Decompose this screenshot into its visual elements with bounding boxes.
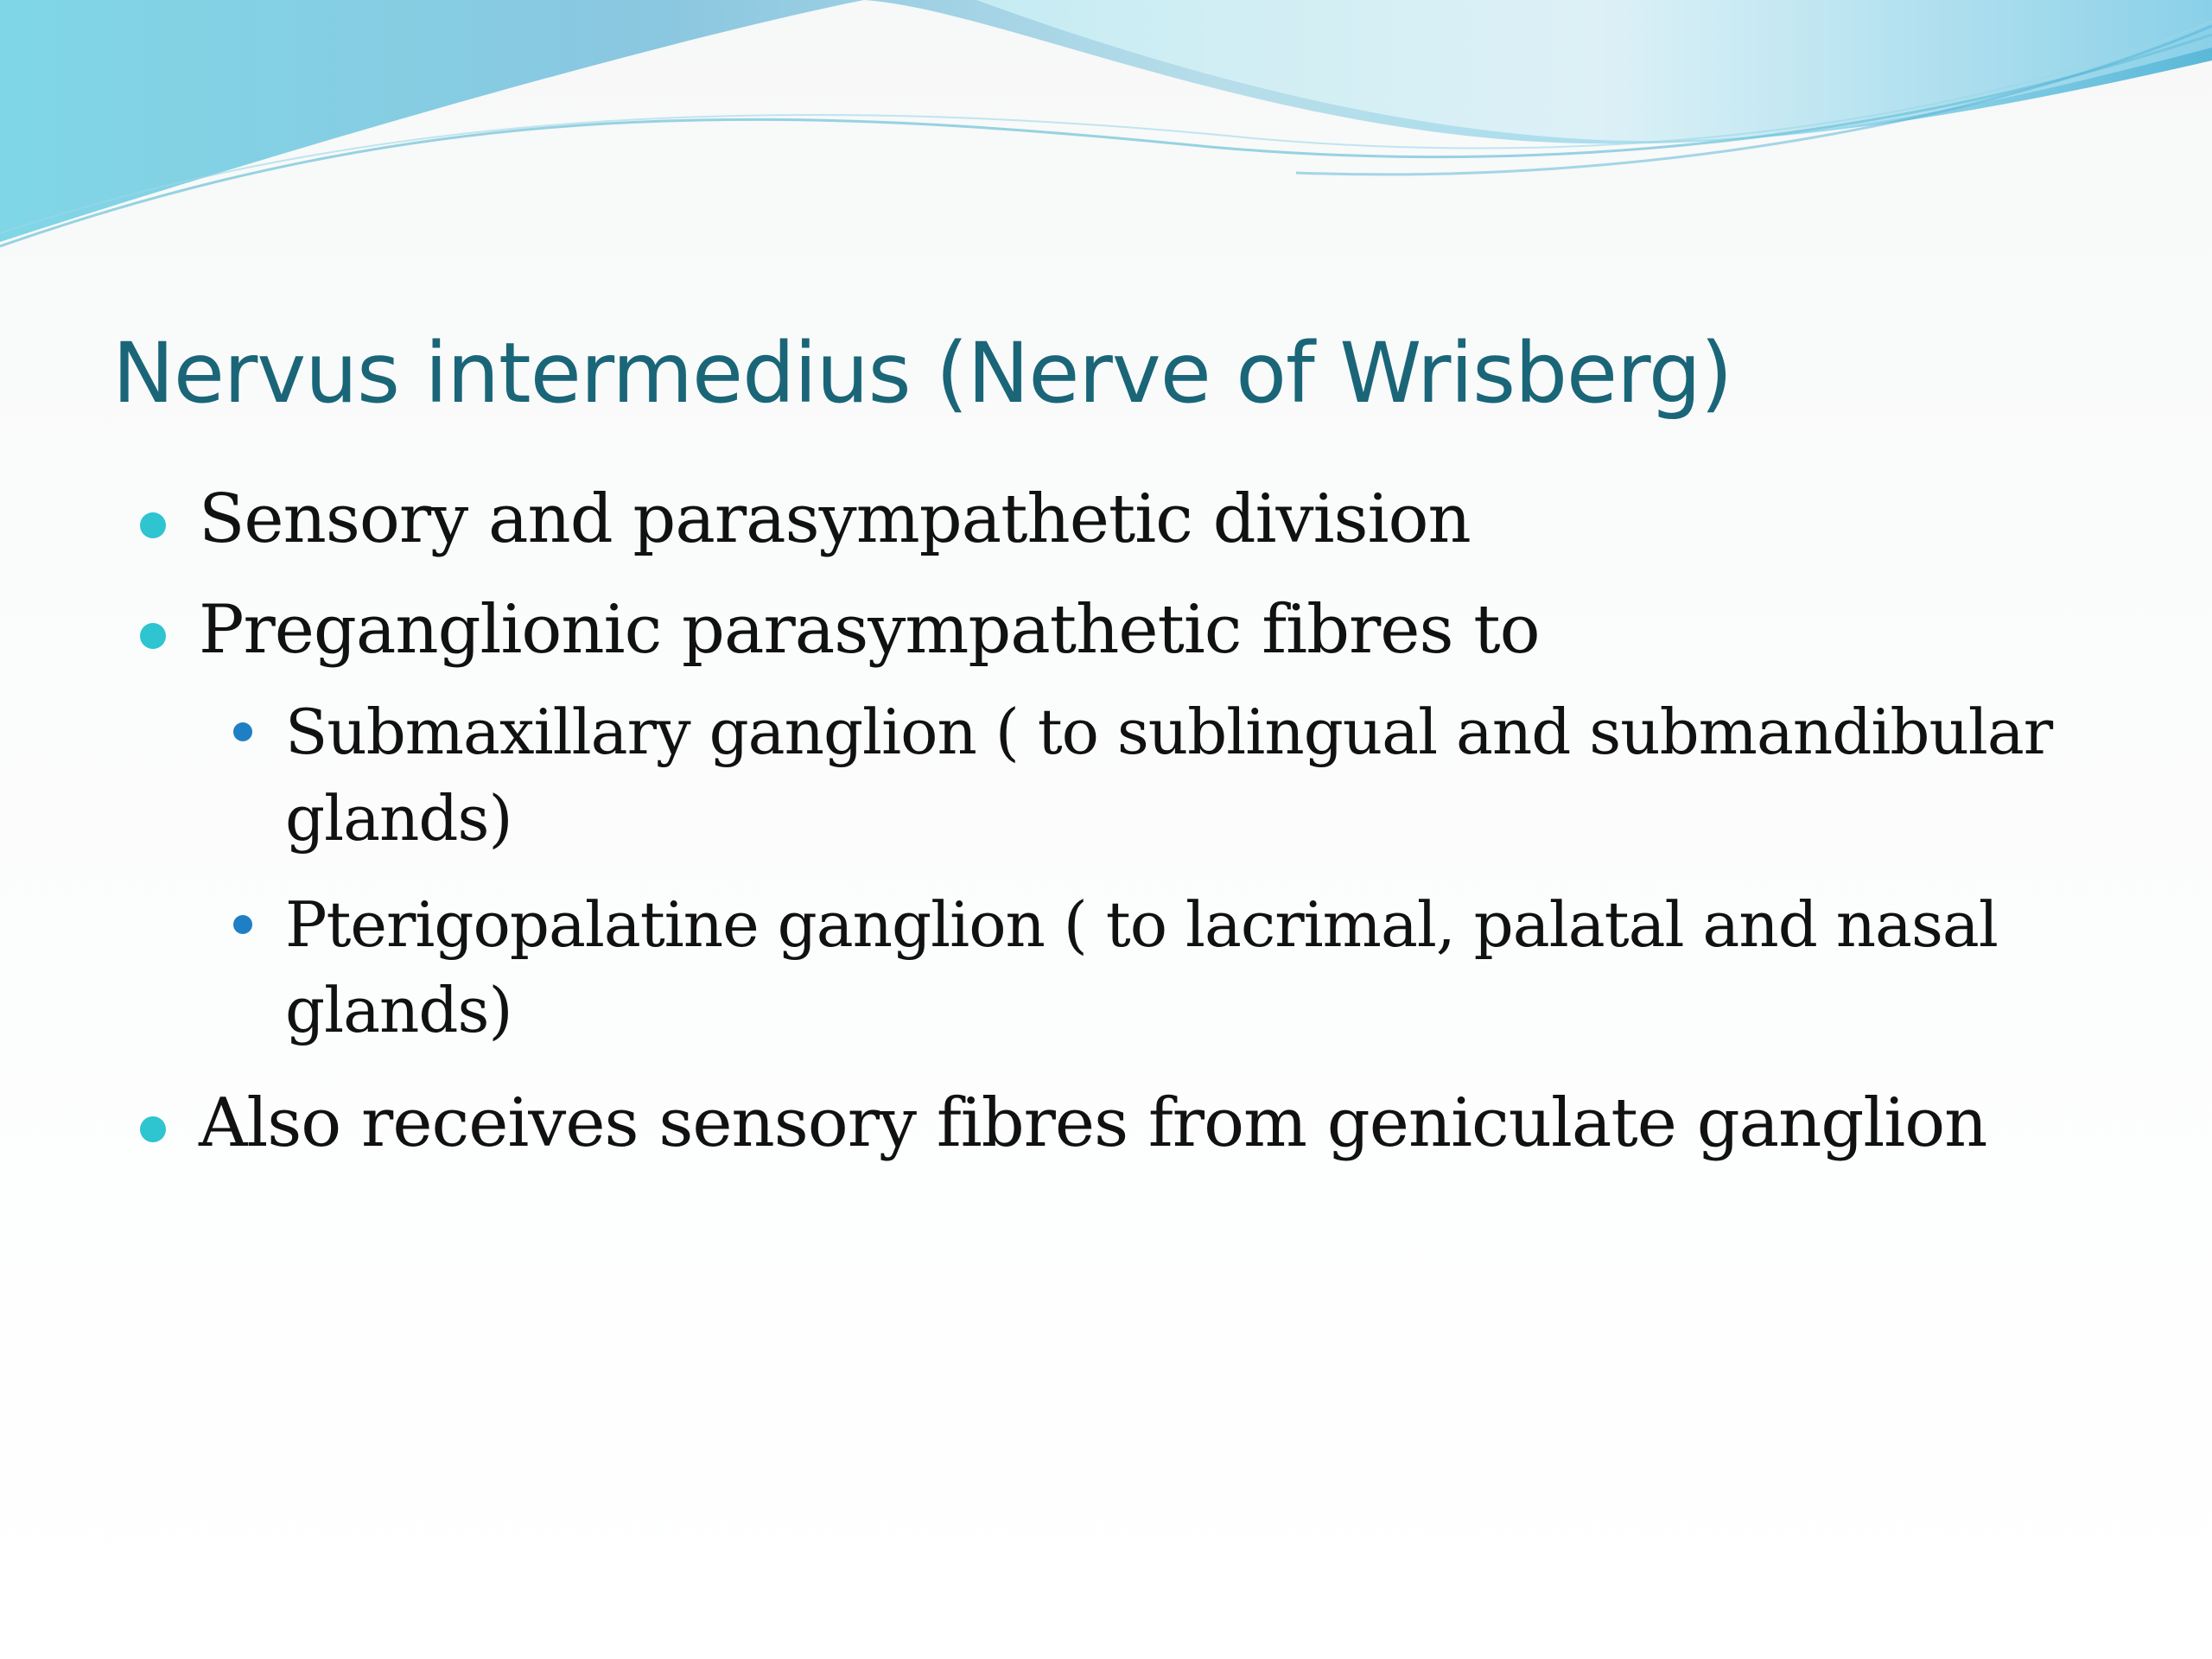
sub-bullet-dot-icon: [233, 915, 252, 934]
sub-list-item: [226, 690, 2126, 861]
bullet-dot-icon: [140, 1116, 166, 1142]
list-item: [138, 480, 2126, 561]
sub-bullet-dot-icon: [233, 722, 252, 741]
list-item: [138, 590, 2126, 1054]
slide-title: Nervus intermedius (Nerve of Wrisberg): [112, 325, 1732, 422]
sub-list-item-text: Pterigopalatine ganglion ( to lacrimal, palatal and nasal glands): [285, 887, 1998, 1047]
list-item-text: Also receives sensory fibres from geniculate ganglion: [199, 1084, 1987, 1162]
sub-list-item: [226, 882, 2126, 1054]
list-item-text: Sensory and parasympathetic division: [199, 480, 1471, 558]
sub-list-item-text: Submaxillary ganglion ( to sublingual and submandibular glands): [285, 696, 2053, 855]
list-item-text: Preganglionic parasympathetic fibres to: [199, 590, 1540, 669]
bullet-dot-icon: [140, 623, 166, 649]
list-item: [138, 1084, 2126, 1165]
bullet-dot-icon: [140, 512, 166, 538]
slide-content: [138, 480, 2126, 1193]
bullet-list: [138, 480, 2126, 1164]
header-wave-decoration: [0, 0, 2212, 259]
sub-bullet-list: [226, 690, 2126, 1053]
